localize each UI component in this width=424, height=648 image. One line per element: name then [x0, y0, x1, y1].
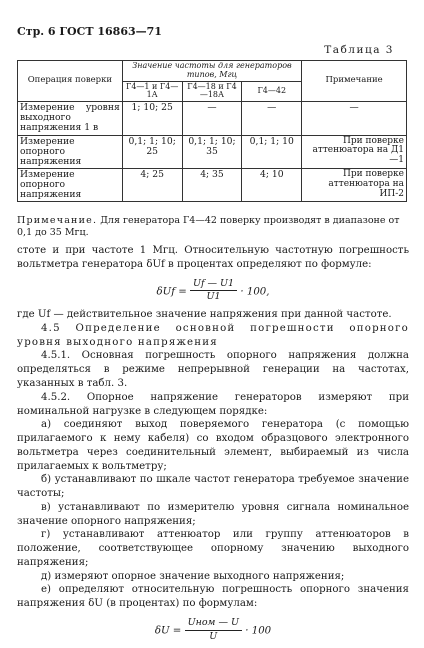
paragraph: где Uf — действительное значение напряжения при данной частоте. — [17, 309, 392, 321]
paragraph: 4.5.1. Основная погрешность опорного напряжения должна определяться в режиме непрерывной генерации на частотах, указанных в табл. 3. — [17, 350, 409, 389]
row-operation: Измерение уровня выходного напряжения 1 в — [18, 102, 123, 135]
formula-denominator: U — [209, 630, 218, 642]
formula-left: δUf = — [156, 285, 187, 297]
body-text — [17, 244, 409, 648]
row-note: — — [302, 102, 407, 135]
verification-table — [17, 60, 407, 202]
paragraph: 4.5.2. Опорное напряжение генераторов измеряют при номинальной нагрузке в следующем порядке: — [17, 391, 409, 417]
formula-right: · 100, — [240, 285, 270, 297]
formula-fraction — [190, 278, 237, 305]
formula-frequency-error — [17, 278, 409, 305]
col-g4-1: Г4—1 и Г4—1А — [122, 81, 182, 102]
table-row — [18, 102, 407, 135]
row-g2: 0,1; 1; 10; 35 — [182, 135, 242, 168]
table-footnote — [17, 215, 409, 240]
formula-fraction — [185, 617, 242, 644]
row-note: При поверке аттенюатора на Д1—1 — [302, 135, 407, 168]
formula-numerator: Uном — U — [185, 617, 242, 631]
row-g2: 4; 35 — [182, 168, 242, 201]
col-operation: Операция поверки — [18, 61, 123, 102]
row-g1: 0,1; 1; 10; 25 — [122, 135, 182, 168]
table-label: Таблица 3 — [324, 44, 394, 56]
row-g3: 4; 10 — [242, 168, 302, 201]
col-frequency-group: Значение частоты для генераторов типов, Мгц — [122, 61, 301, 82]
table-header-row — [18, 61, 407, 82]
page-header: Стр. 6 ГОСТ 16863—71 — [17, 25, 162, 38]
formula-reference-error — [17, 617, 409, 644]
list-item: а) соединяют выход поверяемого генератора (с помощью прилагаемого к нему кабеля) со входом образцового электронного вольтметра через соединительный элемент, выбираемый из числа прилагаемых к вольтметру; — [17, 419, 409, 472]
row-operation: Измерение опорного напряжения — [18, 168, 123, 201]
row-g1: 4; 25 — [122, 168, 182, 201]
paragraph: стоте и при частоте 1 Мгц. Относительную частотную погрешность вольтметра генератора δUf в процентах определяют по формуле: — [17, 245, 409, 270]
row-g1: 1; 10; 25 — [122, 102, 182, 135]
formula-numerator: Uf — U1 — [190, 278, 237, 292]
footnote-text: Для генератора Г4—42 поверку производят в диапазоне от 0,1 до 35 Мгц. — [17, 215, 400, 239]
row-operation: Измерение опорного напряжения — [18, 135, 123, 168]
col-g4-18: Г4—18 и Г4—18А — [182, 81, 242, 102]
list-item: е) определяют относительную погрешность опорного значения напряжения δU (в процентах) по формулам: — [17, 584, 409, 610]
col-note: Примечание — [302, 61, 407, 102]
table-row — [18, 135, 407, 168]
table-row — [18, 168, 407, 201]
section-heading: 4.5 Определение основной погрешности опорного уровня выходного напряжения — [17, 322, 409, 348]
row-g3: — — [242, 102, 302, 135]
row-note: При поверке аттенюатора на ИП-2 — [302, 168, 407, 201]
formula-right: · 100 — [245, 625, 272, 637]
list-item: д) измеряют опорное значение выходного напряжения; — [41, 570, 345, 582]
formula-denominator: U1 — [206, 291, 221, 303]
col-g4-42: Г4—42 — [242, 81, 302, 102]
row-g3: 0,1; 1; 10 — [242, 135, 302, 168]
list-item: в) устанавливают по измерителю уровня сигнала номинальное значение опорного напряжения; — [17, 501, 409, 527]
formula-left: δU = — [154, 625, 182, 637]
list-item: г) устанавливают аттенюатор или группу аттенюаторов в положение, соответствующее опорному значению выходного напряжения; — [17, 529, 409, 568]
row-g2: — — [182, 102, 242, 135]
list-item: б) устанавливают по шкале частот генератора требуемое значение частоты; — [17, 474, 409, 500]
footnote-lead: Примечание. — [17, 215, 98, 226]
